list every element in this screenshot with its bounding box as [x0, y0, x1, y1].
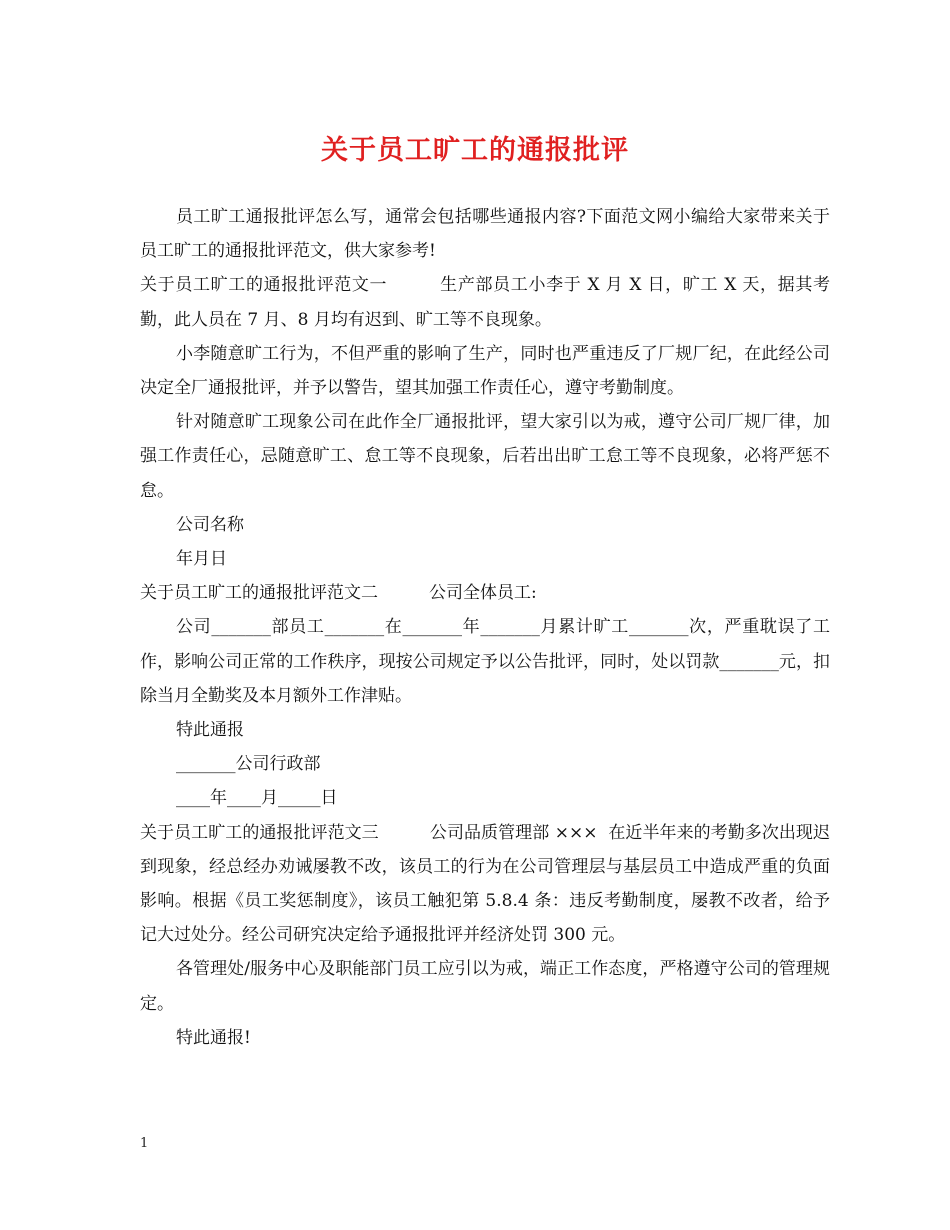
paragraph-sample-three: 关于员工旷工的通报批评范文三 公司品质管理部 ××× 在近半年来的考勤多次出现迟到现象，经总经办劝诫屡教不改，该员工的行为在公司管理层与基层员工中造成严重的负面影响。根据《员工奖惩制度》，该员工触犯第 5.8.4 条：违反考勤制度，屡教不改者，给予记大过处分。经公司研究决定给予通报批评并经济处罚 300 元。 [140, 822, 830, 946]
admin-dept-line: _______公司行政部 [176, 754, 321, 775]
company-name-line: 公司名称 [176, 514, 244, 535]
paragraph-sample-two-body: 公司_______部员工_______在_______年_______月累计旷工_______次，严重耽误了工作，影响公司正常的工作秩序，现按公司规定予以公告批评，同时，处以罚款_______元，扣除当月全勤奖及本月额外工作津贴。 [140, 617, 830, 706]
paragraph-sample-three-warning: 各管理处/服务中心及职能部门员工应引以为戒，端正工作态度，严格遵守公司的管理规定。 [140, 959, 830, 1014]
paragraph-sample-two-heading: 关于员工旷工的通报批评范文二 公司全体员工: [140, 583, 537, 604]
date-blank-line: ____年____月_____日 [176, 788, 338, 809]
paragraph-intro: 员工旷工通报批评怎么写，通常会包括哪些通报内容?下面范文网小编给大家带来关于员工旷工的通报批评范文，供大家参考! [140, 207, 830, 262]
paragraph-sample-one-heading: 关于员工旷工的通报批评范文一 生产部员工小李于 X 月 X 日，旷工 X 天，据其考勤，此人员在 7 月、8 月均有迟到、旷工等不良现象。 [140, 275, 830, 330]
paragraph-sample-one-warning: 针对随意旷工现象公司在此作全厂通报批评，望大家引以为戒，遵守公司厂规厂律，加强工作责任心，忌随意旷工、怠工等不良现象，后若出出旷工怠工等不良现象，必将严惩不怠。 [140, 412, 830, 501]
date-line: 年月日 [176, 549, 227, 570]
notice-line: 特此通报 [176, 720, 244, 741]
notice-line-final: 特此通报! [176, 1027, 251, 1048]
paragraph-sample-one-body: 小李随意旷工行为，不但严重的影响了生产，同时也严重违反了厂规厂纪，在此经公司决定全厂通报批评，并予以警告，望其加强工作责任心，遵守考勤制度。 [140, 343, 830, 399]
page-number: 1 [140, 1136, 149, 1151]
document-body [140, 200, 830, 1055]
document-title: 关于员工旷工的通报批评 [321, 135, 629, 166]
